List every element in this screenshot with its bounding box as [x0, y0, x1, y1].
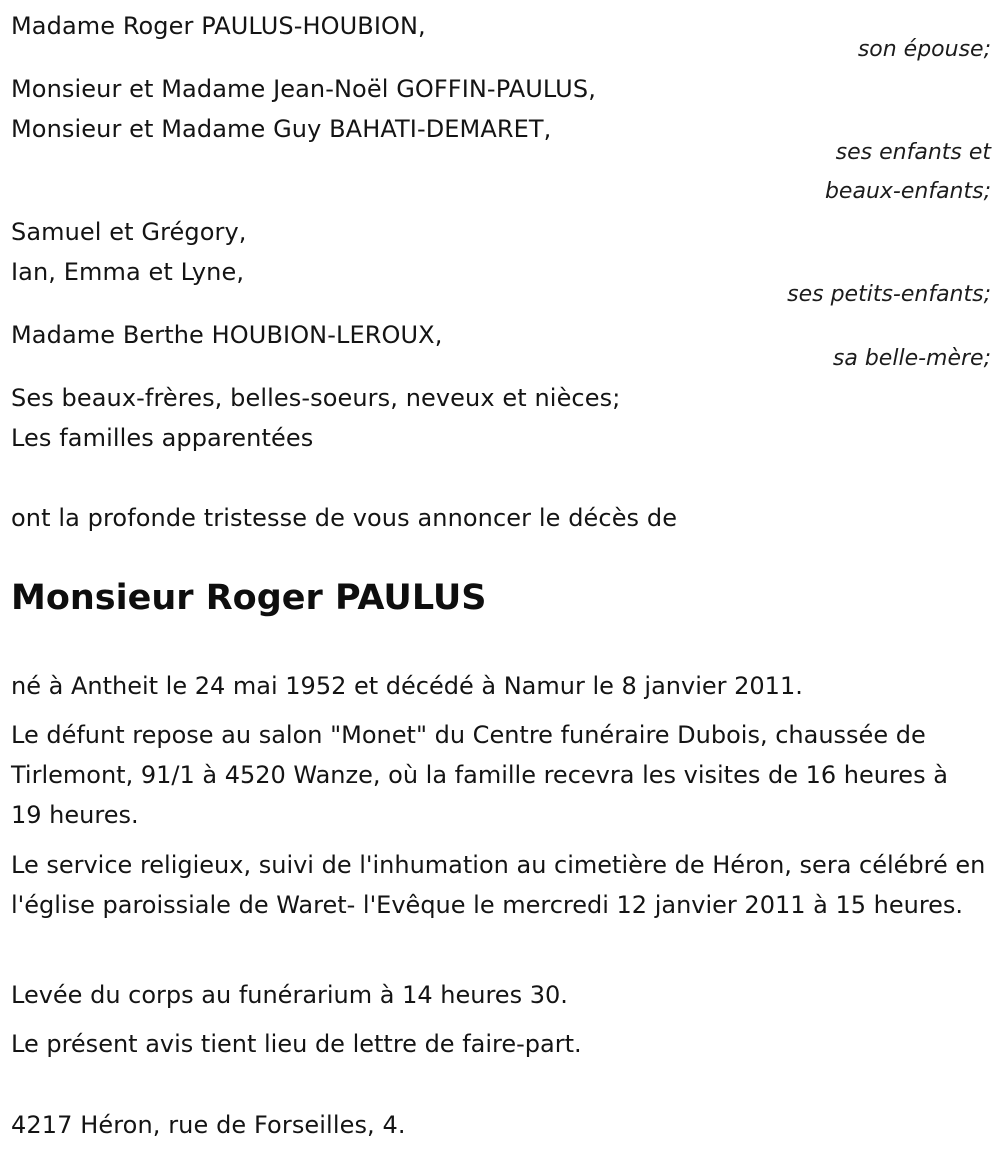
child-couple-1: Monsieur et Madame Jean-Noël GOFFIN-PAULUS, — [11, 75, 596, 103]
spouse-relation: son épouse; — [857, 37, 991, 62]
children-relation-line1: ses enfants et — [835, 140, 991, 165]
child-couple-2: Monsieur et Madame Guy BAHATI-DEMARET, — [11, 115, 552, 143]
notice-info: Le présent avis tient lieu de lettre de faire-part. — [11, 1030, 582, 1058]
grandchildren-relation: ses petits-enfants; — [787, 282, 991, 307]
related-families: Les familles apparentées — [11, 424, 314, 452]
departure-info: Levée du corps au funérarium à 14 heures 30. — [11, 981, 568, 1009]
spouse-name: Madame Roger PAULUS-HOUBION, — [11, 12, 426, 40]
birth-death-info: né à Antheit le 24 mai 1952 et décédé à Namur le 8 janvier 2011. — [11, 672, 803, 700]
announcement-intro: ont la profonde tristesse de vous annoncer le décès de — [11, 504, 678, 532]
obituary-notice — [11, 0, 991, 1157]
service-info: Le service religieux, suivi de l'inhumation au cimetière de Héron, sera célébré en l'église paroissiale de Waret- l'Evêque le mercredi 12 janvier 2011 à 15 heures. — [11, 851, 986, 919]
viewing-info: Le défunt repose au salon "Monet" du Centre funéraire Dubois, chaussée de Tirlemont, 91/1 à 4520 Wanze, où la famille recevra les visites de 16 heures à 19 heures. — [11, 721, 948, 829]
grandchildren-1: Samuel et Grégory, — [11, 218, 247, 246]
other-relatives: Ses beaux-frères, belles-soeurs, neveux et nièces; — [11, 384, 621, 412]
mother-in-law-relation: sa belle-mère; — [832, 346, 991, 371]
grandchildren-2: Ian, Emma et Lyne, — [11, 258, 245, 286]
deceased-name: Monsieur Roger PAULUS — [11, 578, 487, 618]
children-relation-line2: beaux-enfants; — [824, 179, 991, 204]
mother-in-law-name: Madame Berthe HOUBION-LEROUX, — [11, 321, 443, 349]
family-address: 4217 Héron, rue de Forseilles, 4. — [11, 1111, 406, 1139]
